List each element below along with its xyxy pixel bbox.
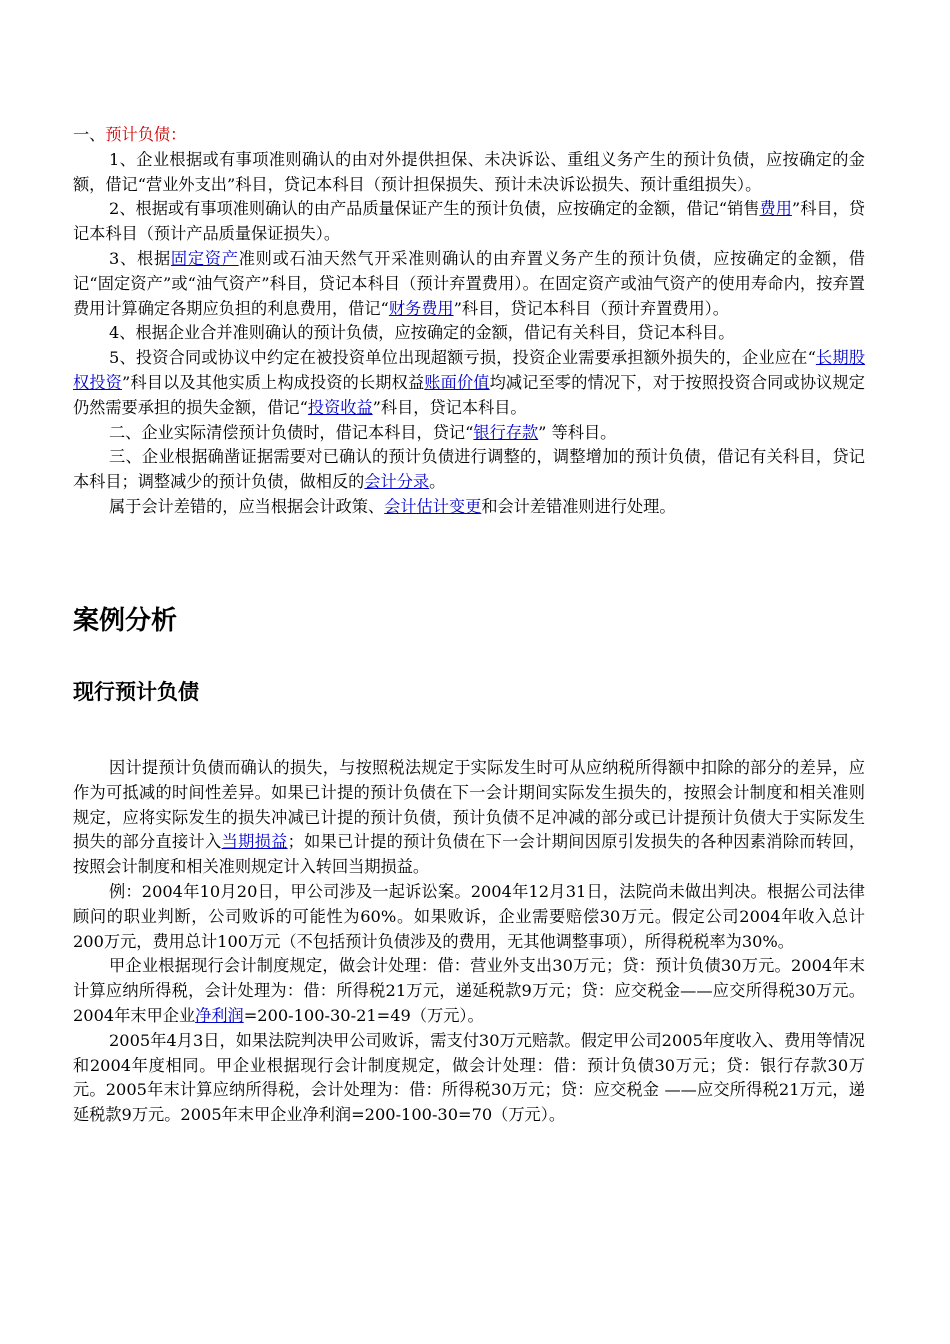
paragraph-4: 4、根据企业合并准则确认的预计负债，应按确定的金额，借记有关科目，贷记本科目。 [109, 323, 735, 343]
case-analysis-heading: 案例分析 [73, 606, 178, 636]
text: 3、根据 [109, 248, 171, 268]
paragraph-6 [73, 421, 865, 446]
text: ”科目，贷记本科目（预计产品质量保证损失）。 [73, 199, 865, 244]
text: 5、投资合同或协议中约定在被投资单位出现超额亏损，投资企业需要承担额外损失的，企业应在“ [109, 348, 816, 368]
section-number: 一、 [73, 125, 106, 144]
text: 二、企业实际清偿预计负债时，借记本科目，贷记“ [109, 422, 474, 442]
text: 因计提预计负债而确认的损失，与按照税法规定于实际发生时可从应纳税所得额中扣除的部分的差异，应作为可抵减的时间性差异。如果已计提的预计负债在下一会计期间实际发生损失的，按照会计制度和相关准则规定，应将实际发生的损失冲减已计提的预计负债，预计负债不足冲减的部分或已计提预计负债大于实际发生损失的部分直接计入 [73, 758, 865, 852]
text: 和会计差错准则进行处理。 [481, 496, 676, 516]
paragraph-8 [73, 495, 865, 520]
link-bank-deposit[interactable]: 银行存款 [473, 422, 539, 442]
paragraph-1: 1、企业根据或有事项准则确认的由对外提供担保、未决诉讼、重组义务产生的预计负债，应按确定的金额，借记“营业外支出”科目，贷记本科目（预计担保损失、预计未决诉讼损失、预计重组损失）。 [73, 149, 865, 194]
case-paragraph-2: 例：2004年10月20日，甲公司涉及一起诉讼案。2004年12月31日，法院尚未做出判决。根据公司法律顾问的职业判断，公司败诉的可能性为60%。如果败诉，企业需要赔偿30万元。假定公司2004年收入总计200万元，费用总计100万元（不包括预计负债涉及的费用，无其他调整事项），所得税税率为30%。 [73, 881, 865, 951]
paragraph-2 [73, 197, 865, 247]
case-paragraph-1 [73, 756, 865, 880]
text: 2、根据或有事项准则确认的由产品质量保证产生的预计负债，应按确定的金额，借记“销售 [109, 199, 760, 219]
link-investment-income[interactable]: 投资收益 [307, 397, 373, 417]
text: =200-100-30-21=49（万元）。 [243, 1005, 484, 1025]
section-case [73, 756, 865, 1128]
text: ”科目，贷记本科目（预计弃置费用）。 [453, 298, 729, 318]
text: ；如果已计提的预计负债在下一会计期间因原引发损失的各种因素消除而转回，按照会计制度和相关准则规定计入转回当期损益。 [73, 832, 866, 877]
text: ”科目，贷记本科目。 [372, 397, 527, 417]
text: 准则或石油天然气开采准则确认的由弃置义务产生的预计负债，应按确定的金额，借记“固定资产”或“油气资产”科目，贷记本科目（预计弃置费用）。在固定资产或油气资产的使用寿命内，按弃置费用计算确定各期应负担的利息费用，借记“ [73, 248, 865, 318]
text: ” 等科目。 [538, 422, 617, 442]
link-financial-expenses[interactable]: 财务费用 [388, 298, 454, 318]
text: 三、企业根据确凿证据需要对已确认的预计负债进行调整的，调整增加的预计负债，借记有关科目，贷记本科目；调整减少的预计负债，做相反的 [73, 447, 865, 492]
link-net-profit[interactable]: 净利润 [195, 1005, 244, 1025]
link-fixed-assets[interactable]: 固定资产 [170, 248, 239, 268]
link-accounting-entry[interactable]: 会计分录 [364, 472, 430, 492]
case-paragraph-4: 2005年4月3日，如果法院判决甲公司败诉，需支付30万元赔款。假定甲公司2005年度收入、费用等情况和2004年度相同。甲企业根据现行会计制度规定，做会计处理：借：预计负债30万元；贷：银行存款30万元。2005年末计算应纳所得税，会计处理为：借：所得税30万元；贷：应交税金 ——应交所得税21万元，递延税款9万元。2005年末甲企业净利润=200-100-30=70（万元）。 [73, 1030, 865, 1125]
text: 甲企业根据现行会计制度规定，做会计处理：借：营业外支出30万元；贷：预计负债30万元。2004年末计算应纳所得税，会计处理为：借：所得税21万元，递延税款9万元；贷：应交税金——应交所得税30万元。2004年末甲企业 [73, 956, 865, 1025]
text: ”科目以及其他实质上构成投资的长期权益 [121, 372, 425, 392]
link-book-value[interactable]: 账面价值 [424, 372, 490, 392]
paragraph-5 [73, 346, 865, 420]
text: 均减记至零的情况下，对于按照投资合同或协议规定仍然需要承担的损失金额，借记“ [73, 372, 865, 417]
current-provisions-heading: 现行预计负债 [73, 680, 199, 704]
section-title [73, 123, 865, 148]
text: 。 [429, 472, 446, 492]
section-provisions [73, 123, 865, 520]
case-paragraph-3 [73, 954, 865, 1028]
paragraph-7 [73, 445, 865, 495]
link-expenses[interactable]: 费用 [759, 199, 792, 219]
paragraph-3 [73, 247, 865, 321]
link-estimate-change[interactable]: 会计估计变更 [384, 496, 482, 516]
link-current-pl[interactable]: 当期损益 [221, 832, 288, 852]
link-long-term-equity[interactable]: 长期股权投资 [73, 348, 866, 392]
text: 属于会计差错的，应当根据会计政策、 [109, 496, 385, 516]
section-title-text: 预计负债： [105, 125, 187, 144]
